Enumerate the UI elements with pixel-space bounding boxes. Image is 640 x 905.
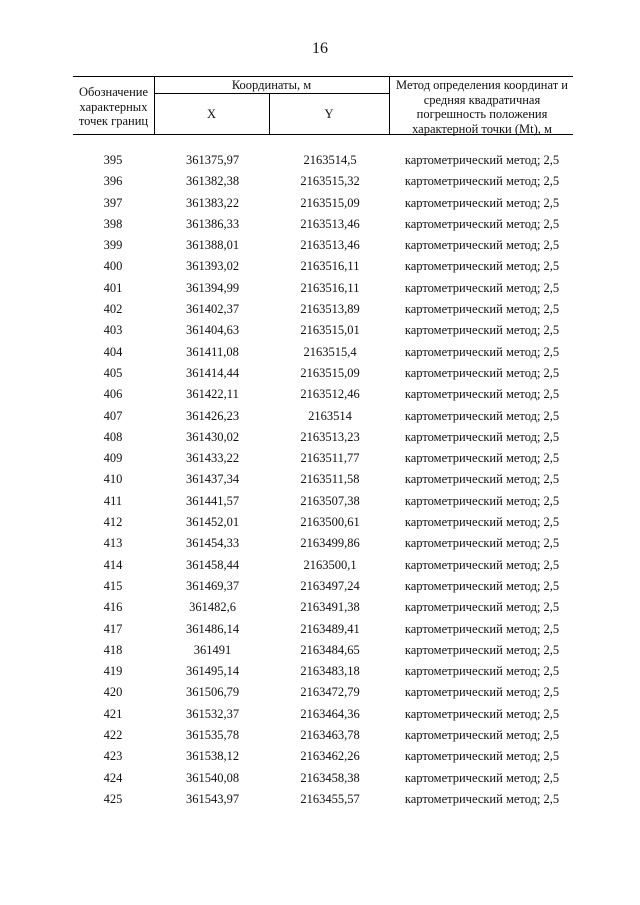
coord-y: 2163483,18 [300,664,360,679]
point-number: 405 [103,365,123,380]
method-cell: картометрический метод; 2,5 [404,323,560,338]
table-row [0,171,640,192]
table-row [0,235,640,256]
coord-x: 361495,14 [185,664,240,679]
point-number: 415 [103,578,123,593]
header-coordinates: Координаты, м [231,78,312,92]
point-number: 408 [103,429,123,444]
point-number: 399 [103,238,123,253]
coord-x: 361422,11 [186,387,239,402]
point-number: 418 [103,642,123,657]
point-number: 401 [103,280,123,295]
coord-y: 2163512,46 [300,387,360,402]
coord-y: 2163472,79 [300,685,360,700]
point-number: 403 [103,323,123,338]
method-cell: картометрический метод; 2,5 [404,493,560,508]
point-number: 411 [103,493,123,508]
coord-y: 2163515,09 [300,195,360,210]
point-number: 406 [103,387,123,402]
method-cell: картометрический метод; 2,5 [404,791,560,806]
coord-y: 2163458,38 [300,770,360,785]
coord-y: 2163515,09 [300,365,360,380]
method-cell: картометрический метод; 2,5 [404,216,560,231]
coord-y: 2163484,65 [300,642,360,657]
table-row [0,384,640,405]
coord-x: 361402,37 [185,302,240,317]
header-top-rule [73,76,573,77]
coord-x: 361538,12 [185,749,240,764]
header-method: Метод определения координат и средняя квадратичная погрешность положения характерной точки (Mt), м [396,78,568,136]
table-row [0,682,640,703]
table-row [0,746,640,767]
table-row [0,704,640,725]
point-number: 423 [103,749,123,764]
point-number: 402 [103,302,123,317]
coord-x: 361458,44 [185,557,240,572]
table-row [0,150,640,171]
coord-y: 2163455,57 [300,791,360,806]
table-row [0,363,640,384]
method-cell: картометрический метод; 2,5 [404,153,560,167]
coord-y: 2163500,1 [303,557,357,572]
coord-y: 2163513,46 [300,238,360,253]
method-cell: картометрический метод; 2,5 [404,302,560,317]
point-number: 424 [103,770,123,785]
coord-x: 361433,22 [185,451,240,466]
method-cell: картометрический метод; 2,5 [404,451,560,466]
table-row [0,768,640,789]
method-cell: картометрический метод; 2,5 [404,642,560,657]
page-number: 16 [312,40,328,57]
point-number: 416 [103,600,123,615]
table-row [0,406,640,427]
table-row [0,725,640,746]
method-cell: картометрический метод; 2,5 [404,706,560,721]
coord-x: 361506,79 [185,685,240,700]
point-number: 419 [103,664,123,679]
method-cell: картометрический метод; 2,5 [404,600,560,615]
table-row [0,661,640,682]
point-number: 397 [103,195,123,210]
method-cell: картометрический метод; 2,5 [404,238,560,253]
coord-y: 2163513,46 [300,216,360,231]
point-number: 395 [103,153,123,167]
method-cell: картометрический метод; 2,5 [404,621,560,636]
coord-y: 2163489,41 [300,621,360,636]
method-cell: картометрический метод; 2,5 [404,174,560,189]
method-cell: картометрический метод; 2,5 [404,408,560,423]
coord-y: 2163515,32 [300,174,360,189]
table-row [0,448,640,469]
header-designation: Обозначение характерных точек границ [78,85,149,128]
table-row [0,214,640,235]
point-number: 407 [103,408,123,423]
coord-x: 361430,02 [185,429,240,444]
method-cell: картометрический метод; 2,5 [404,770,560,785]
point-number: 412 [103,515,123,530]
coord-x: 361411,08 [186,344,239,359]
point-number: 414 [103,557,123,572]
point-number: 417 [103,621,123,636]
point-number: 410 [103,472,123,487]
coord-x: 361414,44 [185,365,240,380]
coord-x: 361454,33 [185,536,240,551]
coord-x: 361532,37 [185,706,240,721]
coord-y: 2163515,4 [303,344,357,359]
header-vrule-3 [389,76,390,135]
point-number: 420 [103,685,123,700]
header-y: Y [324,107,334,121]
method-cell: картометрический метод; 2,5 [404,557,560,572]
table-row [0,597,640,618]
table-body [0,150,640,810]
coord-x: 361394,99 [185,280,240,295]
table-row [0,469,640,490]
method-cell: картометрический метод; 2,5 [404,685,560,700]
coord-x: 361375,97 [185,153,240,167]
point-number: 413 [103,536,123,551]
method-cell: картометрический метод; 2,5 [404,387,560,402]
coord-y: 2163511,58 [300,472,360,487]
coord-y: 2163463,78 [300,728,360,743]
coord-x: 361388,01 [185,238,240,253]
coord-y: 2163462,26 [300,749,360,764]
coord-x: 361426,23 [185,408,240,423]
coord-x: 361469,37 [185,578,240,593]
table-row [0,619,640,640]
coord-x: 361382,38 [185,174,240,189]
coord-y: 2163511,77 [300,451,360,466]
coord-x: 361393,02 [185,259,240,274]
point-number: 409 [103,451,123,466]
table-row [0,512,640,533]
method-cell: картометрический метод; 2,5 [404,664,560,679]
method-cell: картометрический метод; 2,5 [404,259,560,274]
table-row [0,789,640,810]
coord-y: 2163516,11 [300,280,360,295]
coord-x: 361540,08 [185,770,240,785]
coord-y: 2163500,61 [300,515,360,530]
coord-y: 2163464,36 [300,706,360,721]
coord-x: 361543,97 [185,791,240,806]
point-number: 400 [103,259,123,274]
coord-x: 361482,6 [189,600,236,615]
table-row [0,320,640,341]
table-row [0,256,640,277]
table-row [0,427,640,448]
coord-x: 361535,78 [185,728,240,743]
table-row [0,491,640,512]
coord-y: 2163499,86 [300,536,360,551]
point-number: 421 [103,706,123,721]
table-row [0,533,640,554]
header-x: X [206,107,217,121]
method-cell: картометрический метод; 2,5 [404,280,560,295]
method-cell: картометрический метод; 2,5 [404,365,560,380]
point-number: 422 [103,728,123,743]
table-header [73,76,573,135]
coord-x: 361452,01 [185,515,240,530]
coord-y: 2163491,38 [300,600,360,615]
coord-y: 2163513,23 [300,429,360,444]
table-row [0,342,640,363]
table-row [0,299,640,320]
coord-x: 361486,14 [185,621,240,636]
table-row [0,555,640,576]
method-cell: картометрический метод; 2,5 [404,195,560,210]
method-cell: картометрический метод; 2,5 [404,429,560,444]
table-row [0,576,640,597]
point-number: 404 [103,344,123,359]
table-row [0,640,640,661]
point-number: 398 [103,216,123,231]
coord-y: 2163515,01 [300,323,360,338]
coord-y: 2163497,24 [300,578,360,593]
coord-x: 361491 [193,642,232,657]
method-cell: картометрический метод; 2,5 [404,536,560,551]
coordinates-underline [154,93,389,94]
point-number: 396 [103,174,123,189]
method-cell: картометрический метод; 2,5 [404,515,560,530]
method-cell: картометрический метод; 2,5 [404,578,560,593]
coord-y: 2163514,5 [303,153,357,167]
method-cell: картометрический метод; 2,5 [404,472,560,487]
coord-x: 361383,22 [185,195,240,210]
coord-x: 361437,34 [185,472,240,487]
point-number: 425 [103,791,123,806]
table-row [0,193,640,214]
table-row [0,278,640,299]
coord-y: 2163513,89 [300,302,360,317]
coord-x: 361386,33 [185,216,240,231]
method-cell: картометрический метод; 2,5 [404,749,560,764]
coord-x: 361404,63 [185,323,240,338]
coord-y: 2163507,38 [300,493,360,508]
coord-x: 361441,57 [185,493,240,508]
method-cell: картометрический метод; 2,5 [404,728,560,743]
coord-y: 2163516,11 [300,259,360,274]
method-cell: картометрический метод; 2,5 [404,344,560,359]
coord-y: 2163514 [308,408,352,423]
